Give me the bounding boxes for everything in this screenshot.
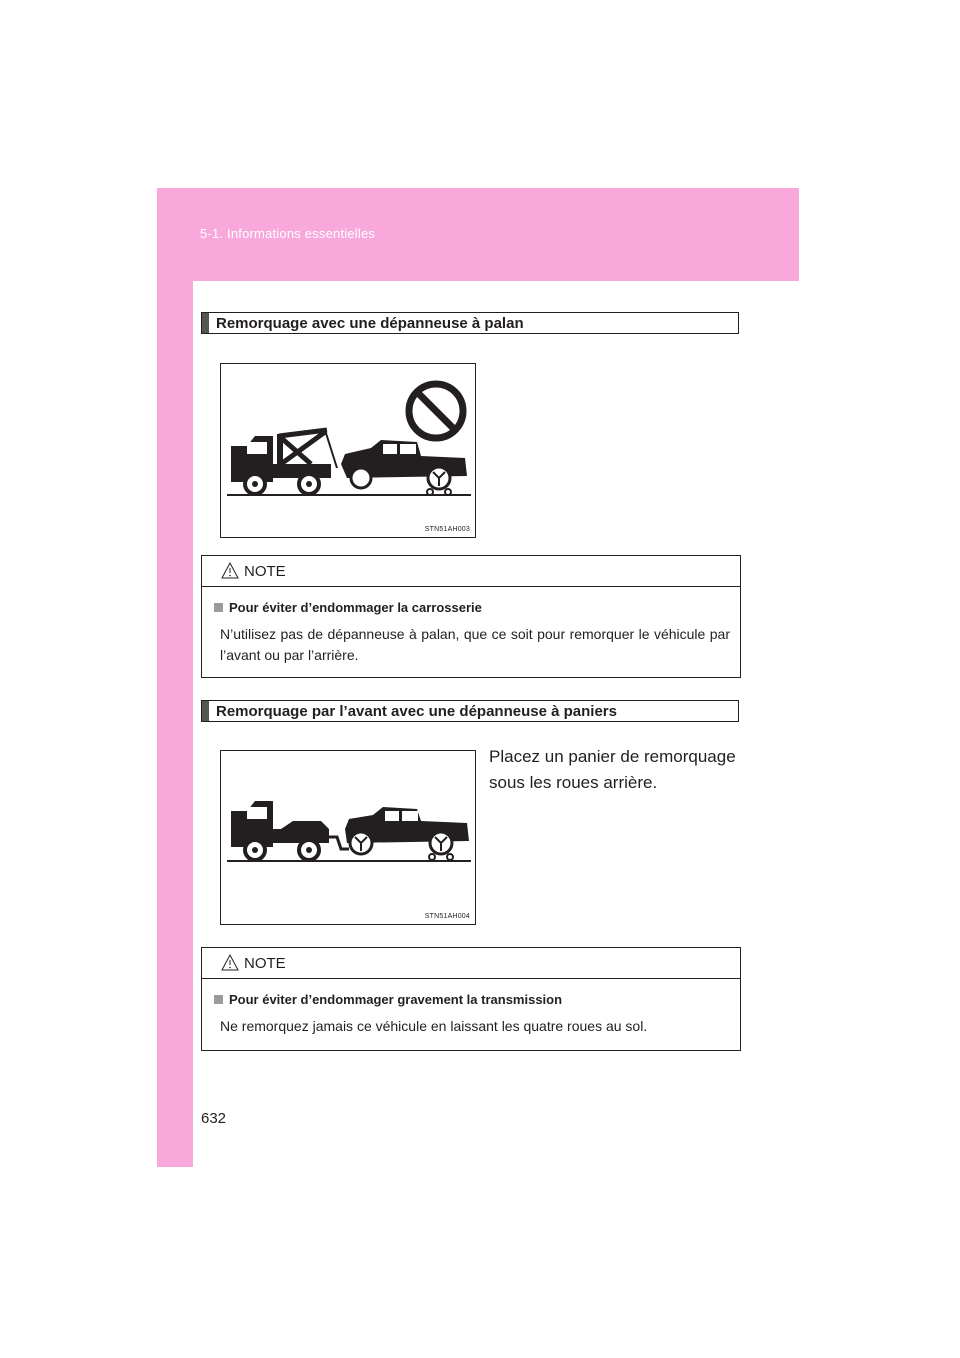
note-title-text: Pour éviter d’endommager la carrosserie	[229, 600, 482, 615]
note-body: Ne remorquez jamais ce véhicule en laissant les quatre roues au sol.	[220, 1018, 648, 1034]
prohibition-icon	[409, 384, 463, 438]
note-body: N’utilisez pas de dépanneuse à palan, que ce soit pour remorquer le véhicule par l’avant ou par l’arrière.	[220, 626, 730, 663]
figure-code: STN51AH004	[424, 913, 470, 920]
breadcrumb: 5-1. Informations essentielles	[200, 226, 376, 241]
chapter-side-band	[157, 281, 193, 1167]
section-header-hoist	[201, 312, 739, 334]
figure-wheel-lift-tow-truck	[220, 750, 476, 925]
bullet-square-icon	[214, 995, 223, 1004]
note-header	[202, 948, 740, 979]
figure-code: STN51AH003	[424, 526, 470, 533]
note-title-text: Pour éviter d’endommager gravement la transmission	[229, 992, 563, 1007]
warning-triangle-icon	[221, 954, 239, 971]
bullet-square-icon	[214, 603, 223, 612]
tow-truck-icon	[231, 430, 337, 494]
note-box-transmission-damage	[201, 947, 741, 1051]
section-header-wheel-lift	[201, 700, 739, 722]
pickup-truck-icon	[341, 440, 467, 495]
note-title	[214, 600, 482, 615]
instruction-text: Placez un panier de remorquage sous les roues arrière.	[489, 747, 736, 792]
note-box-body-damage	[201, 555, 741, 678]
warning-triangle-icon	[221, 562, 239, 579]
note-title	[214, 992, 562, 1007]
note-header	[202, 556, 740, 587]
page-number: 632	[201, 1110, 227, 1127]
section-title: Remorquage par l’avant avec une dépanneuse à paniers	[216, 703, 617, 720]
wheel-lift-tow-illustration	[221, 751, 477, 926]
figure-hoist-tow-truck	[220, 363, 476, 538]
note-label: NOTE	[244, 563, 286, 580]
section-header-bar	[202, 313, 209, 333]
tow-truck-icon	[231, 801, 349, 860]
section-header-bar	[202, 701, 209, 721]
section-title: Remorquage avec une dépanneuse à palan	[216, 315, 524, 332]
hoist-tow-illustration	[221, 364, 477, 539]
pickup-truck-icon	[345, 807, 469, 860]
note-label: NOTE	[244, 955, 286, 972]
